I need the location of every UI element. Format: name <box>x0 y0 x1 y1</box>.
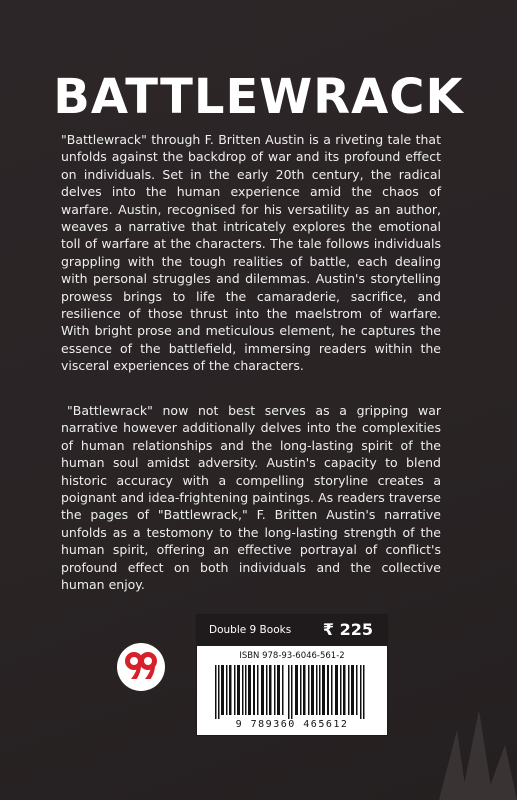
isbn-label: ISBN 978-93-6046-561-2 <box>239 651 345 661</box>
barcode-icon <box>207 665 377 719</box>
barcode-header <box>197 615 387 646</box>
barcode-number: 9 789360 465612 <box>235 719 349 730</box>
book-title: BATTLEWRACK <box>53 69 464 125</box>
blurb-paragraph-2: "Battlewrack" now not best serves as a gripping war narrative however additionally delves into the complexities of human relationships and the long-lasting spirit of the human soul amidst adversity. Austin's capacity to blend historic accuracy with a compelling storyline creates a poignant and idea-frightening paintings. As readers traverse the pages of "Battlewrack," F. Britten Austin's narrative unfolds as a testomony to the long-lasting strength of the human spirit, offering an effective portrayal of conflict's profound effect on both individuals and the collective human enjoy. <box>61 403 441 593</box>
double-9-books-logo-icon <box>117 643 165 691</box>
watermark-logo-icon <box>427 690 517 800</box>
barcode-box <box>196 614 388 736</box>
price: ₹ 225 <box>322 620 373 639</box>
blurb-paragraph-1: "Battlewrack" through F. Britten Austin is a riveting tale that unfolds against the backdrop of war and its profound effect on individuals. Set in the early 20th century, the radical delves into the human experience amid the chaos of warfare. Austin, recognised for his versatility as an author, weaves a narrative that intricately explores the emotional toll of warfare at the characters. The tale follows individuals grappling with the tough realities of battle, each dealing with personal struggles and dilemmas. Austin's storytelling prowess brings to life the camaraderie, sacrifice, and resilience of those thrust into the maelstrom of warfare. With bright prose and meticulous element, he captures the essence of the battlefield, immersing readers within the visceral experiences of the characters. <box>61 132 441 374</box>
publisher-name: Double 9 Books <box>209 624 292 636</box>
